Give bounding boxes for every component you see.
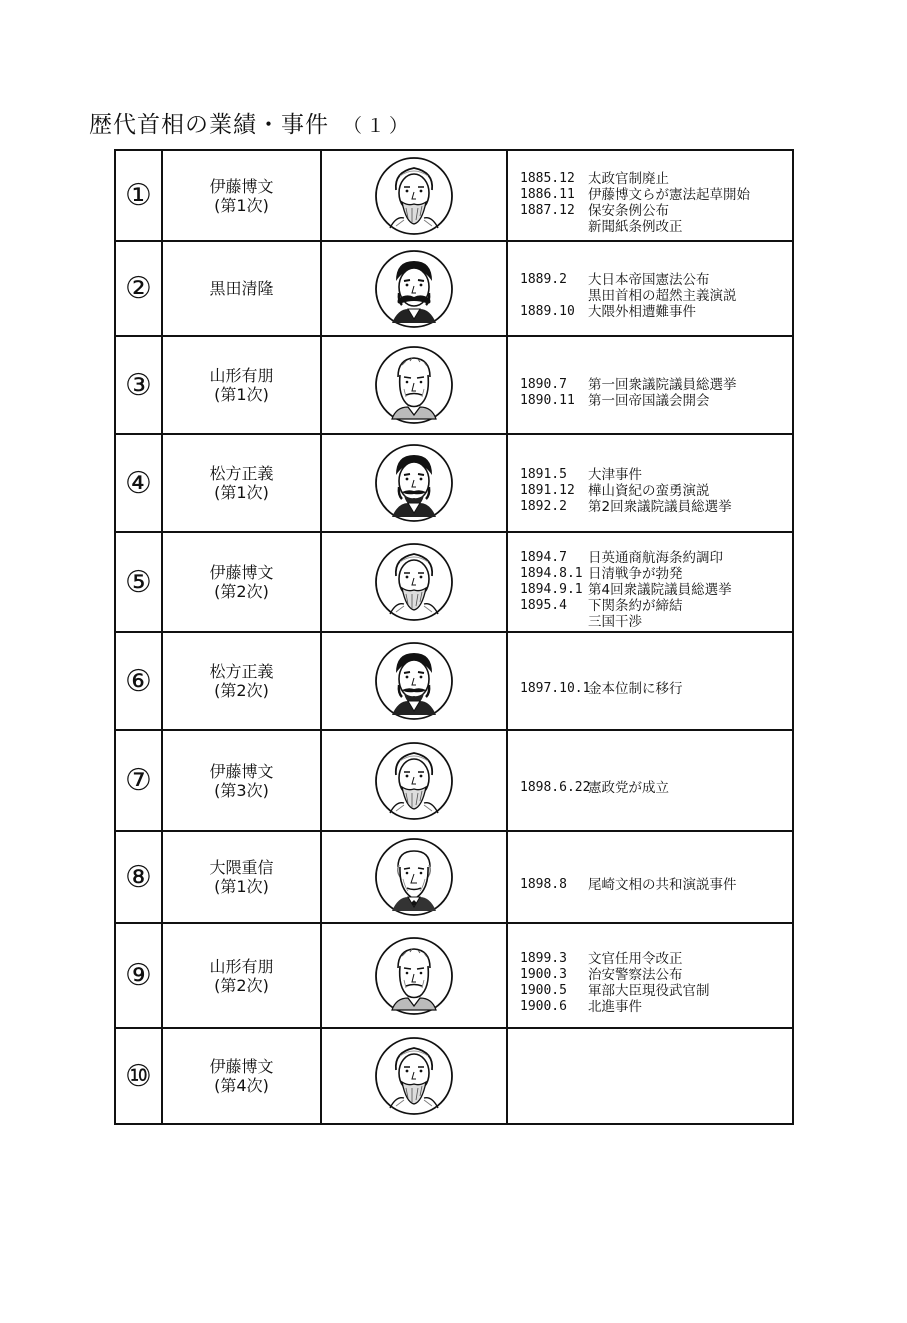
- event-text: 治安警察法公布: [588, 967, 683, 983]
- yamagata-aritomo-portrait: [374, 345, 454, 425]
- pm-term: (第1次): [214, 385, 269, 404]
- ito-hirobumi-portrait: [374, 741, 454, 821]
- pm-name-cell: [162, 434, 321, 532]
- event-item: [520, 377, 792, 393]
- event-text: 黒田首相の超然主義演説: [588, 288, 737, 304]
- event-item: [520, 187, 792, 203]
- event-date: 1898.8: [520, 876, 567, 892]
- event-item: [520, 566, 792, 582]
- event-date: 1895.4: [520, 597, 567, 613]
- pm-name: 黒田清隆: [209, 279, 274, 298]
- event-item: [520, 272, 792, 288]
- matsukata-masayoshi-portrait: [374, 641, 454, 721]
- portrait-cell: [321, 632, 507, 730]
- pm-term: (第2次): [214, 975, 269, 995]
- kuroda-kiyotaka-portrait: [374, 249, 454, 329]
- events-cell: [507, 632, 793, 730]
- events-cell: [507, 831, 793, 923]
- row-number: ⑥: [115, 632, 162, 730]
- event-date: 1894.9.1: [520, 581, 583, 597]
- table-row: [115, 150, 793, 241]
- event-date: 1891.12: [520, 482, 575, 498]
- event-text: 大隈外相遭難事件: [588, 304, 696, 320]
- row-number: ⑨: [115, 923, 162, 1028]
- event-list: [508, 362, 792, 409]
- event-text: 文官任用令改正: [588, 951, 683, 967]
- pm-name: 松方正義: [209, 464, 274, 483]
- yamagata-aritomo-portrait: [374, 936, 454, 1016]
- event-item: [520, 219, 792, 235]
- event-date: 1897.10.1: [520, 680, 591, 696]
- event-text: 第一回帝国議会開会: [588, 392, 710, 409]
- event-item: [520, 951, 792, 967]
- table-body: [115, 150, 793, 1124]
- prime-ministers-table: [114, 149, 794, 1125]
- event-date: 1890.7: [520, 376, 567, 392]
- event-text: 金本位制に移行: [588, 680, 683, 697]
- table-row: [115, 434, 793, 532]
- event-date: 1891.5: [520, 466, 567, 482]
- title-text: 歴代首相の業績・事件: [89, 112, 329, 138]
- event-date: 1887.12: [520, 203, 575, 218]
- page-title: [89, 106, 412, 139]
- pm-name: 大隈重信: [209, 858, 274, 877]
- row-number: ③: [115, 336, 162, 434]
- row-number: ①: [115, 150, 162, 241]
- portrait-cell: [321, 434, 507, 532]
- title-volume: （１）: [343, 115, 413, 137]
- pm-name-cell: [162, 532, 321, 632]
- event-item: [520, 983, 792, 999]
- event-text: 日英通商航海条約調印: [588, 549, 723, 566]
- event-list: [508, 452, 792, 515]
- pm-term: (第1次): [214, 877, 269, 896]
- event-item: [520, 550, 792, 566]
- events-cell: [507, 434, 793, 532]
- event-list: [508, 936, 792, 1015]
- event-item: [520, 598, 792, 614]
- event-date: 1892.2: [520, 498, 567, 514]
- event-list: [508, 257, 792, 320]
- event-text: 伊藤博文らが憲法起草開始: [588, 187, 750, 203]
- row-number: ⑩: [115, 1028, 162, 1124]
- event-text: 日清戦争が勃発: [588, 565, 683, 582]
- row-number: ⑤: [115, 532, 162, 632]
- event-date: 1894.8.1: [520, 565, 583, 581]
- event-list: [508, 156, 792, 235]
- event-date: 1885.12: [520, 171, 575, 186]
- table-row: [115, 241, 793, 336]
- pm-name: 山形有朋: [209, 366, 274, 385]
- table-row: [115, 831, 793, 923]
- portrait-cell: [321, 923, 507, 1028]
- event-list: [508, 862, 792, 893]
- event-item: [520, 681, 792, 697]
- event-date: 1900.5: [520, 983, 567, 998]
- events-cell: [507, 1028, 793, 1124]
- pm-name: 山形有朋: [209, 956, 274, 976]
- events-cell: [507, 532, 793, 632]
- event-text: 三国干渉: [588, 613, 642, 630]
- okuma-shigenobu-portrait: [374, 837, 454, 917]
- pm-name-cell: [162, 1028, 321, 1124]
- event-text: 北進事件: [588, 999, 642, 1015]
- portrait-cell: [321, 532, 507, 632]
- portrait-cell: [321, 730, 507, 831]
- table-row: [115, 336, 793, 434]
- event-item: [520, 203, 792, 219]
- event-item: [520, 967, 792, 983]
- row-number: ②: [115, 241, 162, 336]
- row-number: ④: [115, 434, 162, 532]
- pm-name-cell: [162, 831, 321, 923]
- row-number: ⑦: [115, 730, 162, 831]
- event-item: [520, 614, 792, 630]
- portrait-cell: [321, 336, 507, 434]
- portrait-cell: [321, 150, 507, 241]
- event-date: 1900.3: [520, 967, 567, 982]
- event-text: 下関条約が締結: [588, 597, 683, 614]
- pm-name-cell: [162, 923, 321, 1028]
- event-item: [520, 304, 792, 320]
- event-list: [508, 1069, 792, 1084]
- pm-name-cell: [162, 150, 321, 241]
- pm-name: 伊藤博文: [209, 761, 274, 781]
- portrait-cell: [321, 831, 507, 923]
- event-item: [520, 171, 792, 187]
- pm-name-cell: [162, 632, 321, 730]
- pm-name: 伊藤博文: [209, 1057, 274, 1076]
- event-item: [520, 582, 792, 598]
- event-item: [520, 467, 792, 483]
- event-text: 尾崎文相の共和演説事件: [588, 876, 737, 893]
- event-date: 1890.11: [520, 392, 575, 408]
- pm-name: 伊藤博文: [209, 563, 274, 582]
- event-date: 1894.7: [520, 549, 567, 565]
- pm-name-cell: [162, 730, 321, 831]
- ito-hirobumi-portrait: [374, 1036, 454, 1116]
- pm-name: 松方正義: [209, 662, 274, 681]
- portrait-cell: [321, 1028, 507, 1124]
- pm-name-cell: [162, 336, 321, 434]
- ito-hirobumi-portrait: [374, 542, 454, 622]
- event-date: [520, 614, 588, 630]
- event-list: [508, 765, 792, 796]
- event-item: [520, 288, 792, 304]
- event-list: [508, 535, 792, 630]
- event-item: [520, 877, 792, 893]
- event-date: [520, 219, 588, 235]
- events-cell: [507, 923, 793, 1028]
- event-text: 第一回衆議院議員総選挙: [588, 376, 737, 393]
- ito-hirobumi-portrait: [374, 156, 454, 236]
- event-text: 大日本帝国憲法公布: [588, 272, 710, 288]
- event-item: [520, 393, 792, 409]
- event-text: 新聞紙条例改正: [588, 219, 683, 235]
- event-date: 1886.11: [520, 187, 575, 202]
- event-date: 1900.6: [520, 999, 567, 1014]
- event-text: 第2回衆議院議員総選挙: [588, 498, 732, 515]
- events-cell: [507, 150, 793, 241]
- pm-term: (第4次): [214, 1076, 269, 1095]
- table-row: [115, 1028, 793, 1124]
- pm-term: (第2次): [214, 582, 269, 601]
- table-row: [115, 730, 793, 831]
- pm-term: (第1次): [214, 483, 269, 502]
- event-text: 大津事件: [588, 466, 642, 483]
- event-text: 軍部大臣現役武官制: [588, 983, 710, 999]
- event-date: 1889.2: [520, 272, 567, 287]
- pm-term: (第1次): [214, 195, 269, 215]
- events-cell: [507, 241, 793, 336]
- pm-term: (第3次): [214, 780, 269, 800]
- event-text: 憲政党が成立: [588, 780, 669, 796]
- event-text: 太政官制廃止: [588, 171, 669, 187]
- event-text: 第4回衆議院議員総選挙: [588, 581, 732, 598]
- event-text: 保安条例公布: [588, 203, 669, 219]
- matsukata-masayoshi-portrait: [374, 443, 454, 523]
- event-item: [520, 483, 792, 499]
- events-cell: [507, 336, 793, 434]
- event-date: 1899.3: [520, 951, 567, 966]
- row-number: ⑧: [115, 831, 162, 923]
- event-item: [520, 780, 792, 796]
- pm-name: 伊藤博文: [209, 176, 274, 196]
- pm-name-cell: [162, 241, 321, 336]
- portrait-cell: [321, 241, 507, 336]
- event-text: 樺山資紀の蛮勇演説: [588, 482, 710, 499]
- event-date: 1898.6.22: [520, 780, 591, 795]
- event-date: [520, 288, 588, 304]
- table-row: [115, 923, 793, 1028]
- event-list: [508, 666, 792, 697]
- event-item: [520, 499, 792, 515]
- table-row: [115, 632, 793, 730]
- events-cell: [507, 730, 793, 831]
- event-item: [520, 999, 792, 1015]
- pm-term: (第2次): [214, 681, 269, 700]
- event-date: 1889.10: [520, 304, 575, 319]
- table-row: [115, 532, 793, 632]
